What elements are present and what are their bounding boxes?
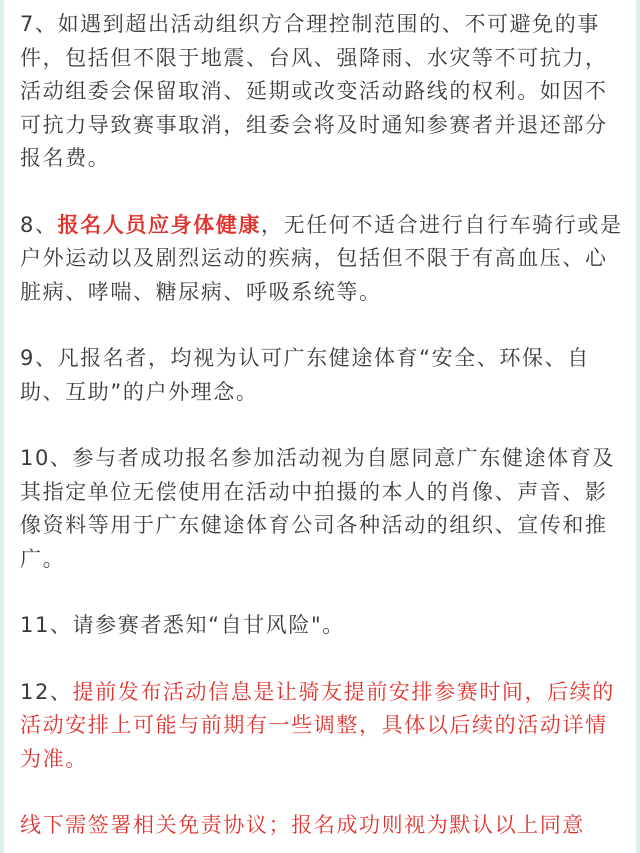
term-item-11 bbox=[20, 609, 626, 643]
term-item-8 bbox=[20, 209, 626, 310]
term-item-10 bbox=[20, 442, 626, 576]
item-number: 8、 bbox=[20, 212, 58, 237]
term-item-7 bbox=[20, 8, 626, 176]
health-requirement-highlight: 报名人员应身体健康 bbox=[57, 212, 261, 237]
item-text: 请参赛者悉知“自甘风险"。 bbox=[72, 613, 345, 637]
item-text: 参与者成功报名参加活动视为自愿同意广东健途体育及其指定单位无偿使用在活动中拍摄的本人的肖像、声音、影像资料等用于广东健途体育公司各种活动的组织、宣传和推广。 bbox=[20, 446, 615, 571]
item-number: 10、 bbox=[20, 446, 73, 470]
schedule-notice-highlight: 提前发布活动信息是让骑友提前安排参赛时间，后续的活动安排上可能与前期有一些调整，具体以后续的活动详情为准。 bbox=[20, 679, 615, 771]
item-text: 如遇到超出活动组织方合理控制范围的、不可避免的事件，包括但不限于地震、台风、强降雨、水灾等不可抗力，活动组委会保留取消、延期或改变活动路线的权利。如因不可抗力导致赛事取消，组委会将及时通知参赛者并退还部分报名费。 bbox=[20, 12, 608, 170]
terms-document bbox=[20, 8, 626, 843]
item-number: 12、 bbox=[20, 679, 73, 704]
offline-agreement-notice: 线下需签署相关免责协议；报名成功则视为默认以上同意 bbox=[20, 813, 585, 837]
term-item-9 bbox=[20, 342, 626, 409]
item-text: ，无任何不适合进行自行车骑行或是户外运动以及剧烈运动的疾病，包括但不限于有高血压、心脏病、哮喘、糖尿病、呼吸系统等。 bbox=[20, 212, 623, 304]
item-number: 11、 bbox=[20, 613, 73, 637]
item-text: 凡报名者，均视为认可广东健途体育“安全、环保、自助、互助”的户外理念。 bbox=[20, 346, 590, 404]
term-item-12 bbox=[20, 676, 626, 777]
item-number: 9、 bbox=[20, 346, 58, 370]
item-number: 7、 bbox=[20, 12, 58, 36]
